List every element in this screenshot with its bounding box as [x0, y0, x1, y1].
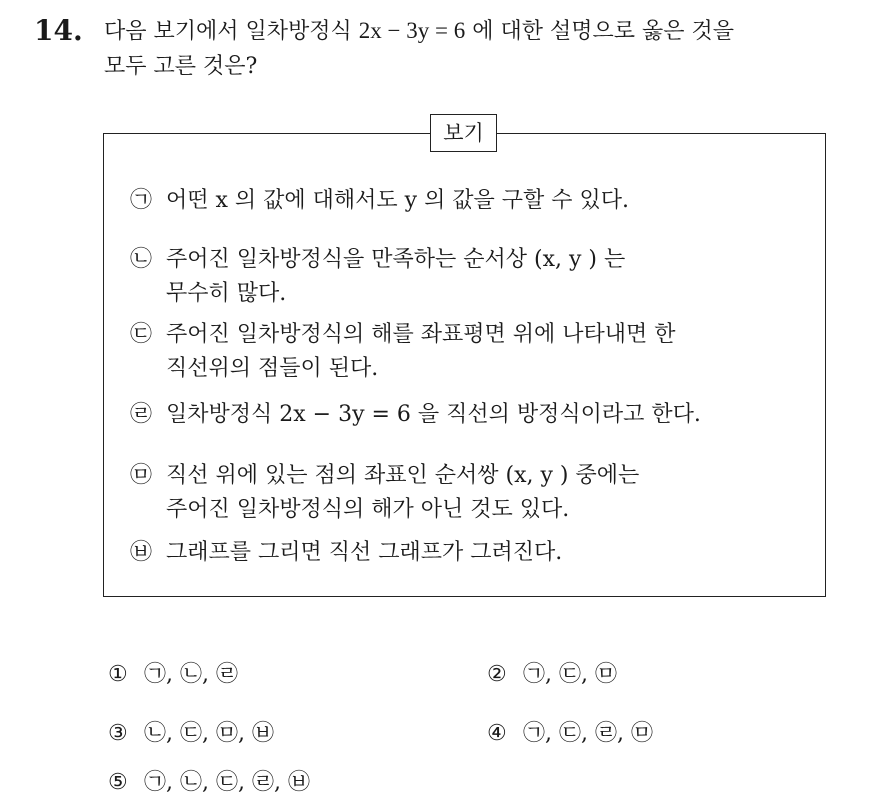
question-text-line2: 모두 고른 것은?: [104, 54, 258, 79]
bogi-text-2-cont: 무수히 많다.: [166, 281, 287, 306]
choice-number-2: ②: [487, 662, 507, 687]
bogi-marker-4: ㉣: [130, 402, 153, 427]
choice-text-4: ㉠, ㉢, ㉣, ㉤: [523, 721, 653, 746]
bogi-item-6: [130, 536, 562, 570]
bogi-text-2: 주어진 일차방정식을 만족하는 순서상 (x, y ) 는: [166, 247, 626, 272]
bogi-marker-1: ㉠: [130, 188, 153, 213]
bogi-text-3: 주어진 일차방정식의 해를 좌표평면 위에 나타내면 한: [166, 322, 676, 347]
question-text-post: 에 대한 설명으로 옳은 것을: [465, 19, 734, 44]
bogi-text-6: 그래프를 그리면 직선 그래프가 그려진다.: [166, 540, 563, 565]
choice-text-2: ㉠, ㉢, ㉤: [523, 662, 617, 687]
bogi-text-4: 일차방정식 2x − 3y = 6 을 직선의 방정식이라고 한다.: [166, 402, 701, 427]
bogi-text-1: 어떤 x 의 값에 대해서도 y 의 값을 구할 수 있다.: [166, 188, 630, 213]
bogi-marker-2: ㉡: [130, 247, 153, 272]
choice-5[interactable]: [108, 766, 310, 800]
bogi-item-5: [130, 459, 639, 527]
choice-number-4: ④: [487, 721, 507, 746]
bogi-title: 보기: [430, 114, 497, 152]
bogi-item-1: [130, 184, 629, 218]
bogi-marker-6: ㉥: [130, 540, 153, 565]
bogi-text-5: 직선 위에 있는 점의 좌표인 순서쌍 (x, y ) 중에는: [166, 463, 640, 488]
choice-text-1: ㉠, ㉡, ㉣: [144, 662, 238, 687]
choice-2[interactable]: [487, 658, 617, 692]
bogi-text-5-cont: 주어진 일차방정식의 해가 아닌 것도 있다.: [166, 497, 570, 522]
choice-number-5: ⑤: [108, 770, 128, 795]
choice-text-3: ㉡, ㉢, ㉤, ㉥: [144, 721, 274, 746]
choice-number-3: ③: [108, 721, 128, 746]
bogi-marker-3: ㉢: [130, 322, 153, 347]
choice-4[interactable]: [487, 717, 653, 751]
question-number: 14.: [34, 14, 83, 47]
choice-text-5: ㉠, ㉡, ㉢, ㉣, ㉥: [144, 770, 310, 795]
choice-1[interactable]: [108, 658, 238, 692]
bogi-item-3: [130, 318, 676, 386]
question-equation: 2x − 3y = 6: [358, 18, 466, 43]
choice-number-1: ①: [108, 662, 128, 687]
choice-3[interactable]: [108, 717, 274, 751]
bogi-text-3-cont: 직선위의 점들이 된다.: [166, 356, 379, 381]
question-text-line1: [104, 14, 734, 49]
bogi-item-2: [130, 243, 625, 311]
question-text-pre: 다음 보기에서 일차방정식: [104, 19, 359, 44]
bogi-item-4: [130, 398, 701, 432]
bogi-marker-5: ㉤: [130, 463, 153, 488]
